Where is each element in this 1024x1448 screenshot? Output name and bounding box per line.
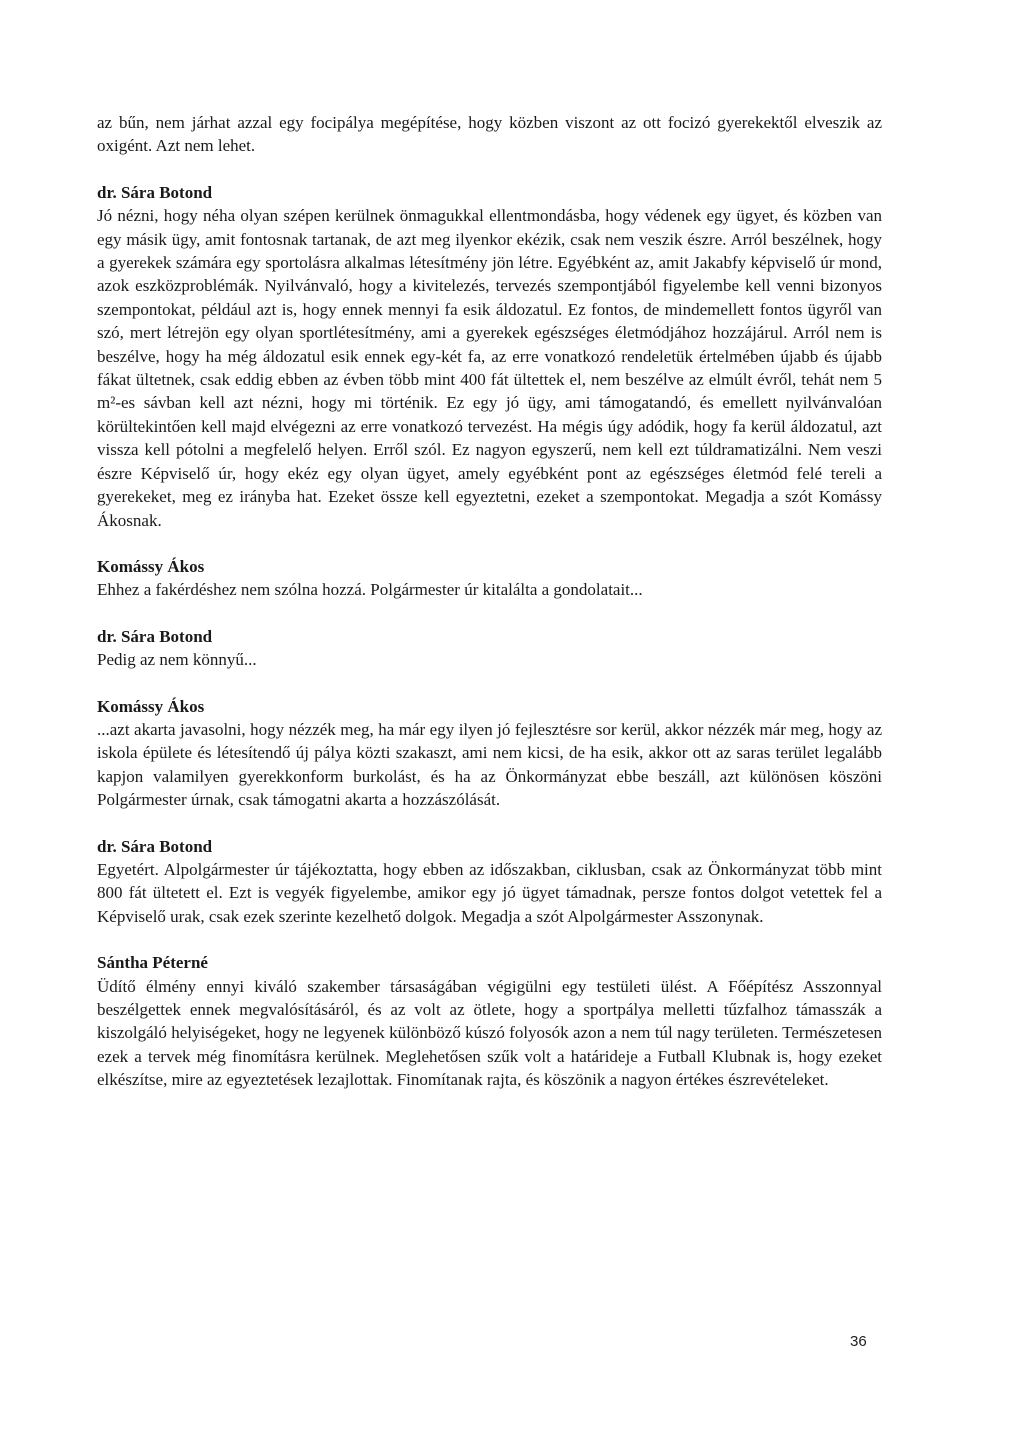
paragraph-text: az bűn, nem járhat azzal egy focipálya megépítése, hogy közben viszont az ott focizó gyerekektől elveszik az oxigént. Azt nem lehet. (97, 113, 882, 156)
page-number: 36 (850, 1333, 867, 1350)
speaker-name: Sántha Péterné (97, 953, 208, 973)
speech-block (97, 625, 882, 672)
speech-block (97, 951, 882, 1091)
speech-text: Üdítő élmény ennyi kiváló szakember társaságában végigülni egy testületi ülést. A Főépítész Asszonnyal beszélgettek ennek megvalósításáról, és az volt az ötlete, hogy a sportpálya melletti tűzfalhoz támasszák a kiszolgáló helyiségeket, hogy ne legyenek különböző kúszó folyosók azon a nem túl nagy területen. Természetesen ezek a tervek még finomításra kerülnek. Meglehetősen szűk volt a határideje a Futball Klubnak is, hogy ezeket elkészítse, mire az egyeztetések lezajlottak. Finomítanak rajta, és köszönik a nagyon értékes észrevételeket. (97, 976, 882, 1090)
speech-text: ...azt akarta javasolni, hogy nézzék meg, ha már egy ilyen jó fejlesztésre sor kerül, akkor nézzék már meg, hogy az iskola épülete és létesítendő új pálya közti szakaszt, ami nem kicsi, de ha esik, akkor ott az saras terület legalább kapjon valamilyen gyerekkonform burkolást, és ha az Önkormányzat ebbe beszáll, azt különösen köszöni Polgármester úrnak, csak támogatni akarta a hozzászólását. (97, 719, 882, 810)
speaker-name: dr. Sára Botond (97, 182, 213, 202)
speech-text: Ehhez a fakérdéshez nem szólna hozzá. Polgármester úr kitalálta a gondolatait... (97, 580, 643, 600)
document-body (97, 111, 882, 1115)
speech-text: Jó nézni, hogy néha olyan szépen kerülnek önmagukkal ellentmondásba, hogy védenek egy ügyet, és közben van egy másik ügy, amit fontosnak tartanak, de azt meg ilyenkor ekézik, csak nem veszik észre. Arról beszélnek, hogy a gyerekek számára egy sportolásra alkalmas létesítmény jön létre. Egyébként az, amit Jakabfy képviselő úr mond, azok eszközproblémák. Nyilvánvaló, hogy a kivitelezés, tervezés szempontjából figyelembe kell venni bizonyos szempontokat, például azt is, hogy ennek mennyi fa esik áldozatul. Ez fontos, de mindemellett fontos ügyről van szó, mert létrejön egy olyan sportlétesítmény, ami a gyerekek egészséges életmódjához hozzájárul. Arról nem is beszélve, hogy ha még áldozatul esik ennek egy-két fa, az erre vonatkozó rendeletük értelmében újabb és újabb fákat ültetnek, csak eddig ebben az évben több mint 400 fát ültettek el, nem beszélve az elmúlt évről, tehát nem 5 m²-es sávban kell azt nézni, hogy mi történik. Ez egy jó ügy, ami támogatandó, és emellett nyilvánvalóan körültekintően kell majd elvégezni az erre vonatkozó tervezést. Ha mégis úgy adódik, hogy fa kerül áldozatul, azt vissza kell pótolni a megfelelő helyen. Erről szól. Ez nagyon egyszerű, nem kell ezt túldramatizálni. Nem veszi észre Képviselő úr, hogy ekéz egy olyan ügyet, amely egyébként pont az egészséges életmód felé tereli a gyerekeket, meg ez irányba hat. Ezeket össze kell egyeztetni, ezeket a szempontokat. Megadja a szót Komássy Ákosnak. (97, 206, 882, 530)
speaker-name: Komássy Ákos (97, 696, 205, 716)
speech-block (97, 555, 882, 602)
speech-text: Egyetért. Alpolgármester úr tájékoztatta, hogy ebben az időszakban, ciklusban, csak az Önkormányzat több mint 800 fát ültetett el. Ezt is vegyék figyelembe, amikor egy jó ügyet támadnak, persze fontos dolgot vetettek fel a Képviselő urak, csak ezek szerinte kezelhető dolgok. Megadja a szót Alpolgármester Asszonynak. (97, 859, 882, 926)
speaker-name: dr. Sára Botond (97, 626, 213, 646)
speech-text: Pedig az nem könnyű... (97, 650, 257, 670)
speech-block (97, 695, 882, 812)
speech-block (97, 835, 882, 929)
speaker-name: dr. Sára Botond (97, 836, 213, 856)
speech-block (97, 181, 882, 532)
paragraph-continuation (97, 111, 882, 158)
speaker-name: Komássy Ákos (97, 556, 205, 576)
